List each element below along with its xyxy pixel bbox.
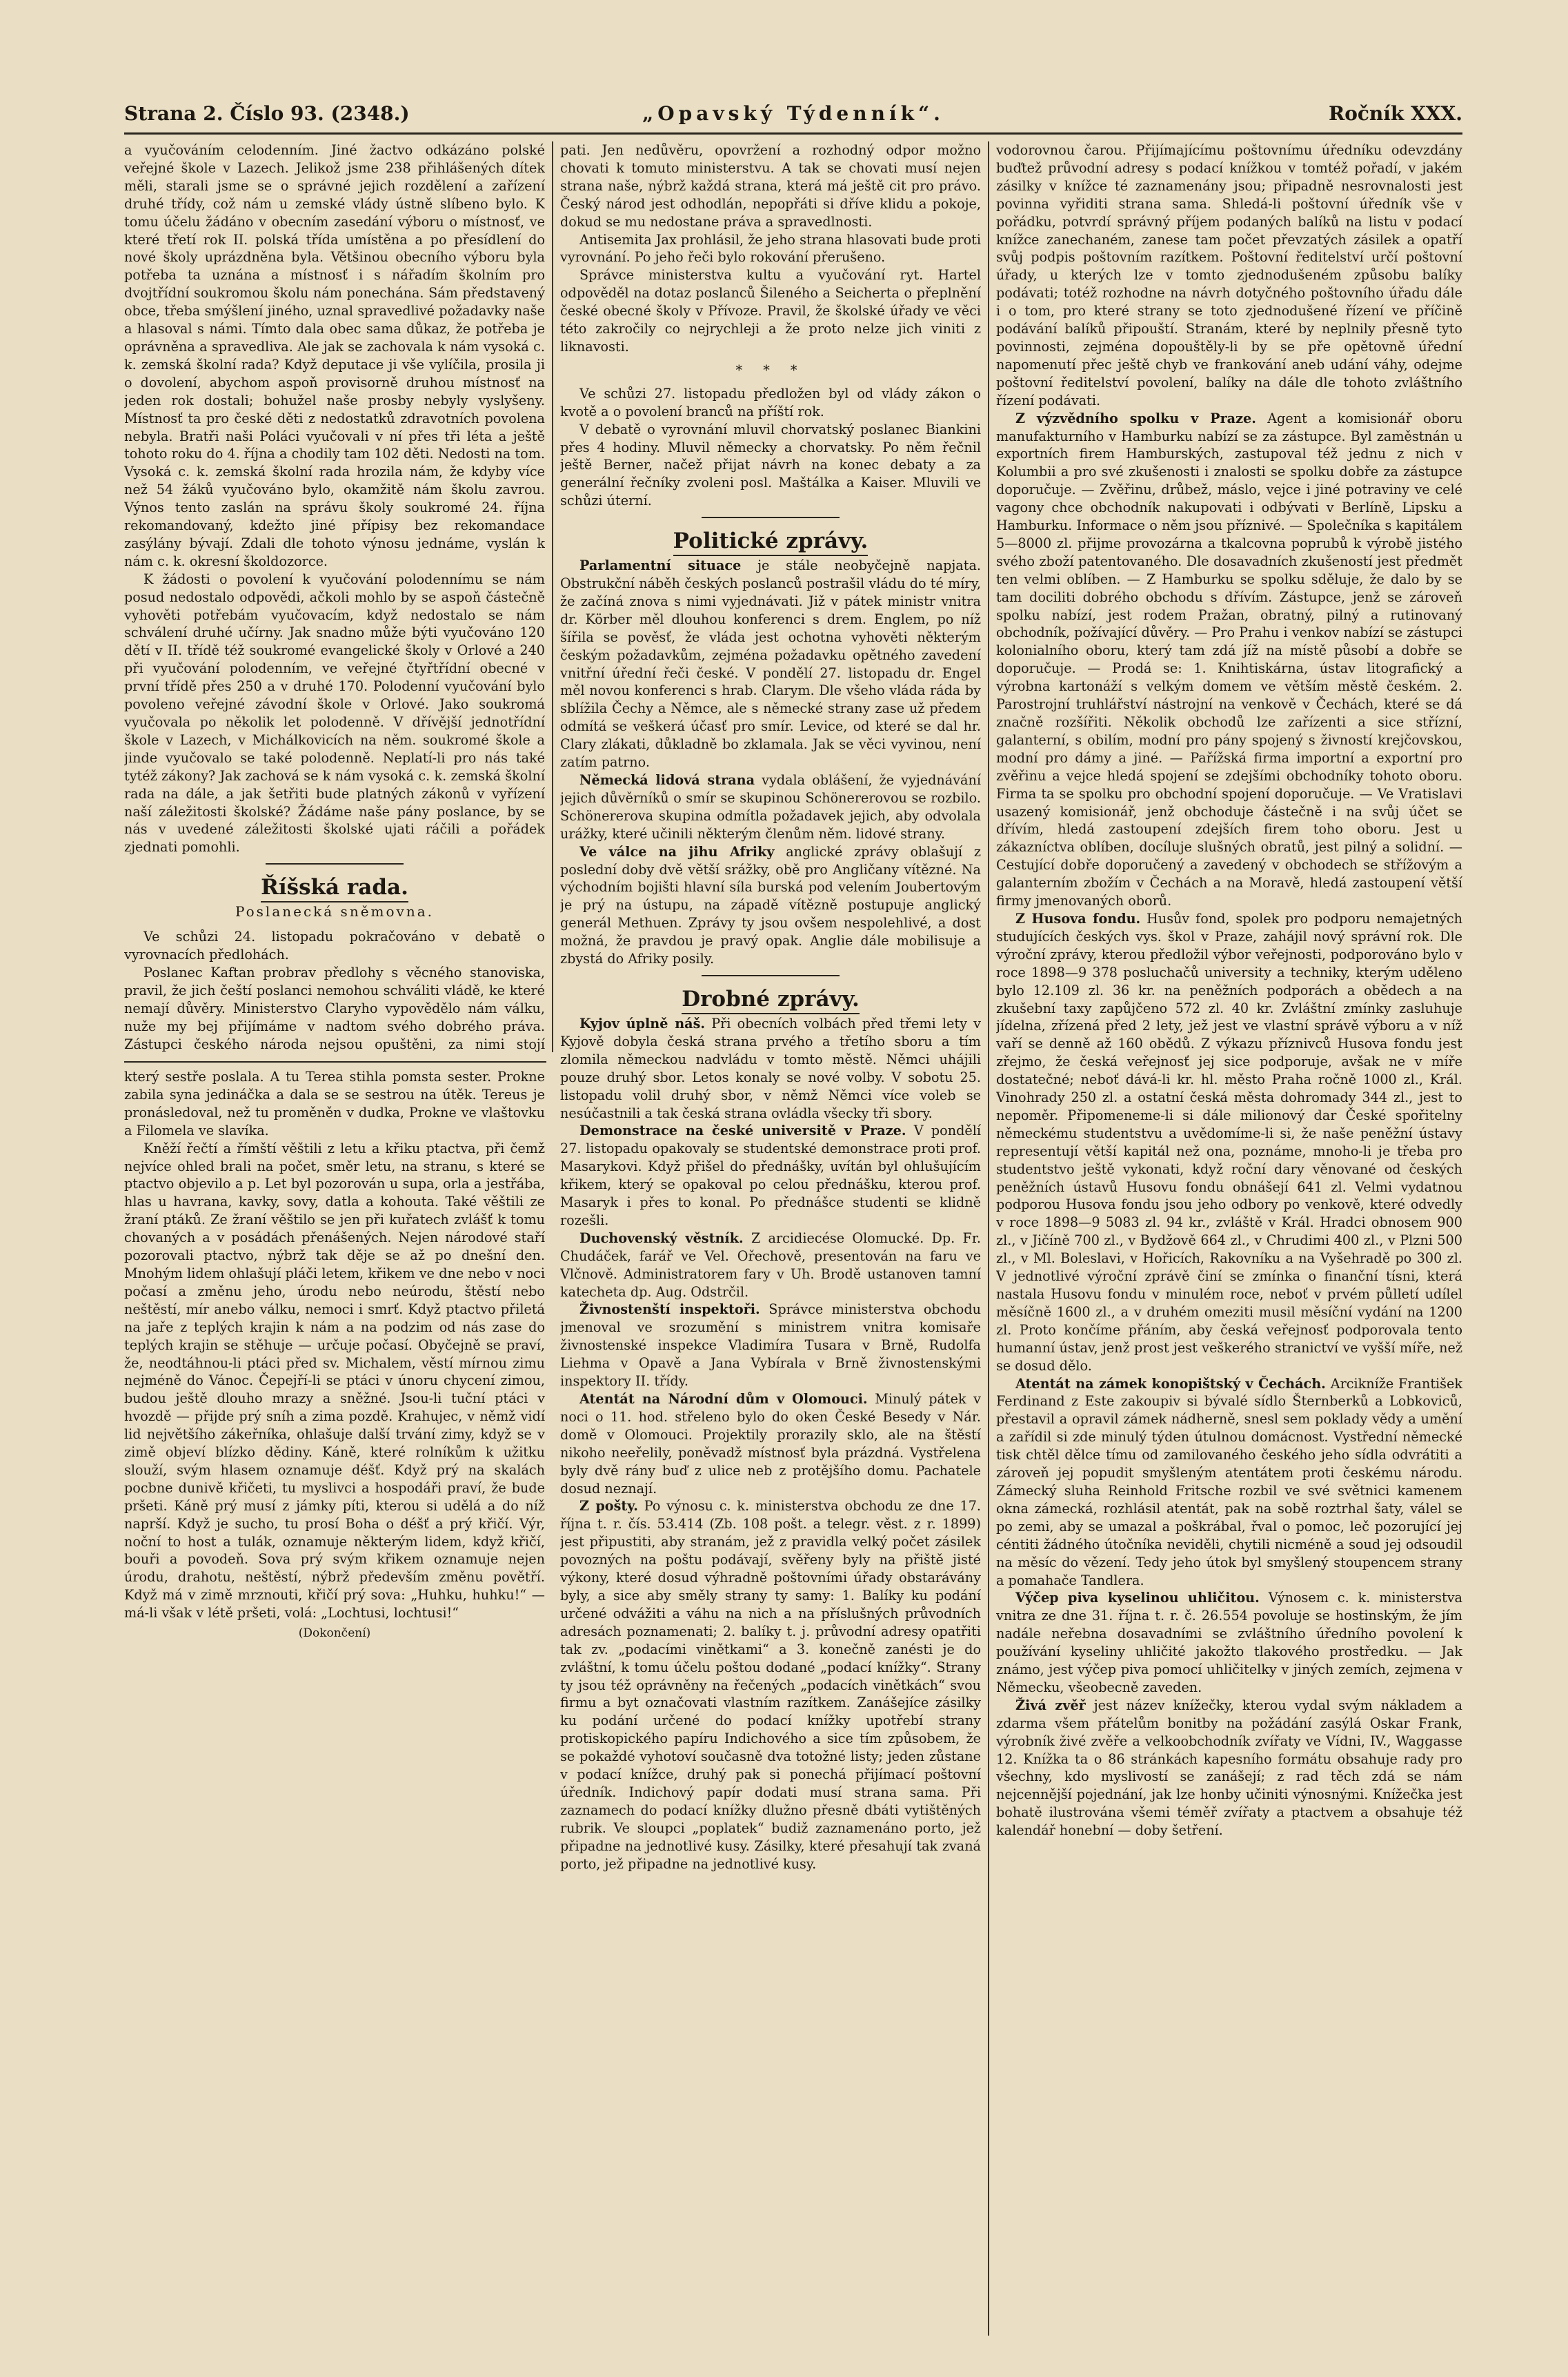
news-item: Atentát na zámek konopištský v Čechách. Arcikníže František Ferdinand z Este zakoupiv si bývalé sídlo Šternberků a Lobkoviců, přestavil a opravil zámek nádherně, snesl sem poklady vědy a umění a zařídil si zde minulý týden útulnou domácnost. Vystřední německé tisk chtěl dělce tímu od zamilovaného českého jeho sídla odvrátiti a zároveň jej popudit smyšleným atentátem proti českému národu. Zámecký sluha Reinhold Fritsche rozbil ve své světnici kamenem okna zámecká, rozhlásil atentát, pak na sobě roztrhal šaty, válel se po zemi, aby se umazal a poškrábal, řval o pomoc, leč pozorující jej céntiti žádného útočníka neviděli, chytili nicméně a soud jej odsoudil na měsíc do vězení. Tedy jeho útok byl smyšlený stoupencem strany a pomahače Tandlera. — [996, 1375, 1462, 1588]
news-item: Duchovenský věstník. Z arcidiecése Olomucké. Dp. Fr. Chudáček, farář ve Vel. Ořechově, presentován na faru ve Vlčnově. Administratorem fary v Uh. Brodě ustanoven tamní katecheta dp. Aug. Odstrčil. — [560, 1230, 981, 1300]
news-item: Výčep piva kyselinou uhličitou. Výnosem c. k. ministerstva vnitra ze dne 31. října t. r. č. 26.554 povoluje se hostinským, že jím nadále neřebna dosavadními se zvláštního úředního povolení k používání kyseliny uhličité jakožto tlakového prostředku. — Jak známo, jest výčep piva pomocí uhličitelky v jiných zemích, zejmena v Německu, všeobecně zaveden. — [996, 1590, 1462, 1695]
news-item: Demonstrace na české universitě v Praze. V pondělí 27. listopadu opakovaly se studentské demonstrace proti prof. Masarykovi. Když přišel do přednášky, uvítán byl ohlušujícím křikem, který se opakoval po celou přednášku, kterou prof. Masaryk i přes to konal. Po přednášce studenti se klidně rozešli. — [560, 1123, 981, 1228]
column-2 — [560, 141, 981, 2336]
divider — [266, 863, 404, 865]
news-item: Z výzvědního spolku v Praze. Agent a komisionář oboru manufakturního v Hamburku nabízí se za zástupce. Byl zaměstnán u exportních firem Hamburských, zastupoval též jednu z nich v Kolumbii a pro své zkušenosti i znalosti se spolku dobře za zástupce doporučuje. — Zvěřinu, drůbež, máslo, vejce i jiné potraviny ve celé vagony chce obchodník nakupovati i odbývati v Berlíně, Lipsku a Hamburku. Informace o něm jsou příznivé. — Společníka s kapitálem 5—8000 zl. přijme provozárna a tkalcovna poprubů k výrobě jistého svého zboží patentovaného. Dle dosavadních zkušeností jest předmět ten velmi oblíben. — Z Hamburku se spolku sděluje, že dalo by se tam dociliti dobrého obchodu s dřívím. Zástupce, jenž se zároveň spolku nabízí, jest rodem Pražan, obratný, pilný a rutinovaný obchodník, požívající důvěry. — Pro Prahu i venkov nabízí se zástupci kolonialního oboru, který tam zdá jíž na místě působí a dobře se doporučuje. — Prodá se: 1. Knihtiskárna, ústav litografický a výrobna kartonáží s velkým domem ve větším městě českém. 2. Parostrojní truhlářství nástrojní na venkově v Čechách, které se dá značně rozšířiti. Několik obchodů lze zařízenti a sice střízní, galanterní, s obilím, modní pro pány spojený s živností krejčovskou, modní pro dámy a jiné. — Pařížská firma importní a exportní pro zvěřinu a vejce hledá spojení se zdejšími obchodníky tohoto oboru. Firma ta se spolku pro obchodní spojení doporučuje. — Ve Vratislavi usazený komisionář, jenž obchoduje částečně i na svůj účet se dřívím, hledá zastoupení zdejších firem toho oboru. Jest u zákazníctva oblíben, docíluje slušných obratů, jest pilný a solidní. — Cestující dobře doporučený a zavedený v obchodech se střížovým a galanterním zbožím v Čechách a na Moravě, hledá zastoupení větší firmy jmenovaných oborů. — [996, 410, 1462, 909]
section-title-risska-rada: Říšská rada. — [124, 874, 545, 900]
news-item: Ve válce na jihu Afriky anglické zprávy oblašují z poslední doby dvě větší srážky, obě pro Angličany vítězné. Na východním bojišti hlavní síla burská pod velením Joubertovým je prý na ústupu, na západě vítězně postupuje anglický generál Methuen. Zprávy ty jsou ovšem nespolehlivé, a dost možná, že pravdou je pravý opak. Anglie dále mobilisuje a zbystá do Afriky posily. — [560, 843, 981, 967]
article-text: Ve schůzi 24. listopadu pokračováno v debatě o vyrovnacích předlohách. — [124, 929, 545, 963]
article-text: Poslanec Kaftan probrav předlohy s věcného stanoviska, pravil, že jich čeští poslanci nemohou schváliti vládě, ke které nemají důvěry. Ministerstvo Claryho vypovědělo nám válku, nuže my bej přijímáme v nadtom svého dobrého práva. Zástupci českého národa nejsou opuštěni, za nimi stojí — [124, 964, 545, 1052]
article-text: vodorovnou čarou. Přijímajícímu poštovnímu úředníku odevzdány buďtež průvodní adresy s podací knížkou v tomtéž pořadí, v jakém zásilky v knížce té zaznamenány jsou; připadně nesrovnalosti jest povinna vyřiditi strana sama. Shledá-li poštovní úředník vše v pořádku, potvrdí správný příjem podaných balíků na listu v podací knížce zanechaném, zanese tam počet převzatých zásilek a opatří svůj podpis poštovním razítkem. Poštovní ředitelství určí poštovní úřady, u kterých lze v tomto zjednodušeném způsobu balíky podávati; totéž rozhodne na návrh dotyčného poštovního úřadu dále i o tom, pro které strany se toto zjednodušené řízení ve příčině podávání balíků připouští. Stranám, které by neplnily přesně tyto povinnosti, zejména dopouštěly-li by se pře opětovně úřední napomenutí přec ještě chyb ve frankování aneb udání váhy, odejme poštovní ředitelství povolení, balíky na dále dle tohoto zvláštního řízení podávati. — [996, 142, 1462, 408]
news-item: Kyjov úplně náš. Při obecních volbách před třemi lety v Kyjově dobyla česká strana prvého a třetího sboru a tím zlomila německou nadvládu v tomto městě. Němci uhájili pouze druhý sbor. Letos konaly se nové volby. V sobotu 25. listopadu volil druhý sbor, v němž Němci více voleb se nesúčastnili a tak česká strana ovládla všecky tři sbory. — [560, 1015, 981, 1121]
article-text: Ve schůzi 27. listopadu předložen byl od vlády zákon o kvotě a o povolení branců na příští rok. — [560, 385, 981, 420]
article-text: Antisemita Jax prohlásil, že jeho strana hlasovati bude proti vyrovnání. Po jeho řeči bylo rokování přerušeno. — [560, 231, 981, 266]
section-subtitle: Poslanecká sněmovna. — [235, 903, 435, 920]
feuilleton-column — [124, 1068, 545, 2338]
article-text: K žádosti o povolení k vyučování polodennímu se nám posud nedostalo odpovědi, ačkoli mohlo by se aspoň částečně vyhověti potřebám vyučovacím, když nedostalo se nám schválení druhé učírny. Jak snadno může býti vyučováno 120 dětí v II. třídě též soukromé evangelické školy v Orlové a 240 při vyučování polodenním, ve veřejné čtyřtřídní obecné v první třídě přes 250 a v druhé 170. Polodenní vyučování bylo povoleno veřejné závodní škole v Orlové. Jako soukromá vyučovala po několik let polodenně. V dřívější jednotřídní škole v Lazech, v Michálkovicích na něm. soukromé škole a jinde vyučovalo se také polodenně. Neplatí-li pro nás také tytéž zákony? Jak zachová se k nám vysoká c. k. zemská školní rada na dále, a jak šetřiti bude platných zákonů v vyřízení naší záležitosti školské? Žádáme naše pány poslance, by se nás v uvedené záležitosti školské ujati ráčili a pořádek zjednati pomohli. — [124, 571, 545, 856]
news-item: Živnostenští inspektoři. Správce ministerstva obchodu jmenoval ve srozumění s ministrem vnitra komisaře živnostenské inspekce Vladimíra Tusara v Brně, Rudolfa Liehma v Opavě a Jana Vybírala v Brně živnostenskými inspektory II. třídy. — [560, 1301, 981, 1390]
page-number-issue: Strana 2. Číslo 93. (2348.) — [124, 102, 410, 125]
masthead-title: „Opavský Týdenník“. — [642, 102, 944, 125]
article-text: V debatě o vyrovnání mluvil chorvatský poslanec Biankini přes 4 hodiny. Mluvil německy a chorvatsky. Po něm řečnil ještě Berner, načež přijat návrh na konec debaty a za generální řečníky zvoleni posl. Maštálka a Kaiser. Mluvili ve schůzi úterní. — [560, 421, 981, 509]
volume-number: Ročník XXX. — [1328, 102, 1462, 125]
section-title-politicke-zpravy: Politické zprávy. — [560, 528, 981, 554]
news-item: Německá lidová strana vydala oblášení, že vyjednávání jejich důvěrníků o smír se skupinou Schönererovou se rozbilo. Schönererova skupina odmítla požadavek jejich, aby odvolala urážky, které učinili některým členům něm. lidové strany. — [560, 772, 981, 842]
feuilleton-text: který sestře poslala. A tu Terea stihla pomsta sester. Prokne zabila syna jedináčka a dala se se sestrou na útěk. Tereus je pronásledoval, než tu proměněn v dudka, Prokne ve vlaštovku a Filomela ve slavíka. — [124, 1069, 545, 1138]
page-header — [124, 102, 1462, 130]
header-rule — [124, 132, 1462, 135]
column-rule — [988, 141, 989, 2336]
article-text: a vyučováním celodenním. Jiné žactvo odkázáno polské veřejné škole v Lazech. Jelikož jsme 238 přihlášených dítek měli, starali jsme se o správné jejich rozdělení a zařízení druhé třídy, což nám u zemské vlády ústně slíbeno bylo. K tomu účelu žádáno v obecním zasedání výboru o místnosť, ve které třetí rok II. polská třída umístěna a po přesídlení do nové školy uprázdněna byla. Většinou obecního výboru byla potřeba ta uznána a místnosť i s nářadím školním pro dvojtřídní soukromou školu nám ponechána. Sám představený obce, třeba smýšlení jiného, uznal spravedlivé požadavky naše a hlasoval s námi. Tímto dala obec sama důkaz, že potřeba je oprávněna a spravedliva. Ale jak se zachovala k nám vysoká c. k. zemská školní rada? Když deputace ji vše vylíčila, prosila ji o dovolení, abychom aspoň provisorně druhou místnosť na jeden rok dostali; bohužel naše prosby nebyly vyslyšeny. Místnosť ta pro české děti z nedostatků zdravotních povolena nebyla. Bratři naši Poláci vyučovali v ní přes tři léta a ještě tohoto roku do 4. října a chodily tam 102 děti. Nedosti na tom. Vysoká c. k. zemská školní rada hrozila nám, že kdyby více než 54 žáků vyučováno bylo, okamžitě nám školu zavrou. Výnos tento zaslán na správu školy soukromé 24. října rekomandovaný, kdežto jiné přípisy bez rekomandace zasýlány bývají. Zdali dle tohoto výnosu jednáme, vyslán k nám c. k. okresní školdozorce. — [124, 142, 545, 569]
separator-stars: * * * — [735, 362, 806, 378]
column-rule — [552, 141, 553, 1052]
feuilleton-rule — [124, 1061, 546, 1063]
divider — [702, 517, 840, 518]
article-text: Správce ministerstva kultu a vyučování ryt. Hartel odpověděl na dotaz poslanců Šileného a Seicherta o přeplnění české obecné školy v Přívoze. Pravil, že školské úřady ve věci této zakročily co nejrychleji a že proto nelze jich viniti z liknavosti. — [560, 267, 981, 355]
news-item: Živá zvěř jest název knížečky, kterou vydal svým nákladem a zdarma všem přátelům bonitby na požádání zasýlá Oskar Frank, výrobník živé zvěře a velkoobchodník zvířaty ve Vídni, IV., Waggasse 12. Knížka ta o 86 stránkách kapesního formátu obsahuje rady pro všechny, kdo myslivostí se zanášejí; z rad těch zdá se nám nejcennější pojednání, jak lze honby učiniti výnosnými. Knížečka jest bohatě ilustrována všemi téměř zvířaty a ptactvem a obsahuje též kalendář honební — doby šetření. — [996, 1697, 1462, 1839]
news-item: Z Husova fondu. Husův fond, spolek pro podporu nemajetných studujících českých vys. škol v Praze, zahájil nový správní rok. Dle výroční zprávy, kterou předložil výbor veřejnosti, podporováno bylo v roce 1898—9 378 posluchačů university a techniky, kterým uděleno bylo 12.109 zl. 36 kr. na peněžních podporách a obědech a na zkušební taxy zapůjčeno 572 zl. 40 kr. Zvláštní zmínky zasluhuje jídelna, zřízená před 2 lety, jež jest ve vlastní správě výboru a v níž vaří se denně až 160 obědů. Z výkazu příznivců Husova fondu jest zřejmo, že česká veřejnosť jej sice podporuje, avšak ne v míře dostatečné; neboť dává-li kr. hl. město Praha ročně 1000 zl., Král. Vinohrady 250 zl. a ostatní česká města dohromady 344 zl., jest to nepoměr. Připomeneme-li si dále milionový dar České spořitelny německému studentstvu a uvědomíme-li si, že naše peněžní ústavy representují větší kapitál než ona, poznáme, mnoho-li je třeba pro studentstvo ještě vykonati, když roční dary věnované od českých peněžních ústavů Husovu fondu obnášejí 641 zl. Velmi vydatnou podporou Husova fondu jsou jeho odbory po venkově, které odvedly v roce 1898—9 5083 zl. 94 kr., zvláště v Král. Hradci obnosem 900 zl., v Jičíně 700 zl., v Bydžově 664 zl., v Chrudimi 400 zl., v Plzni 500 zl., v Ml. Boleslavi, v Hořicích, Rakovníku a na Vyšehradě po 300 zl. V jednotlivé výroční zprávě činí se zmínka o finanční tísni, která nastala Husovu fondu v minulém roce, neboť v prvém půlletí udílel měsíčně 1600 zl., a v druhém omeziti musil měsíční vydání na 1200 zl. Proto končíme přáním, aby česká veřejnosť podporovala tento humanní ústav, jenž prost jest veškerého stranictví ve vyšší míře, než se dosud dělo. — [996, 910, 1462, 1374]
column-1 — [124, 141, 545, 1052]
news-item: Parlamentní situace je stále neobyčejně napjata. Obstrukční náběh českých poslanců postrašil vládu do té míry, že začíná znova s nimi vyjednávati. Již v pátek ministr vnitra dr. Körber měl dlouhou konferenci s drem. Englem, po níž šířila se pověsť, že vláda jest ochotna vyhověti některým českým požadavkům, zejména požadavku opětného zavedení vnitřní úřední řeči české. V pondělí 27. listopadu dr. Engel měl novou konferenci s hrab. Clarym. Dle všeho vláda ráda by sblížila Čechy a Němce, ale s německé strany zase už předem odmítá se veškerá účasť pro smír. Levice, od které se dal hr. Clary zlákati, důkladně bo zklamala. Jak se věci vyvinou, není zatím patrno. — [560, 558, 981, 771]
feuilleton-text: Kněží řečtí a římští věštili z letu a křiku ptactva, při čemž nejvíce ohled brali na počet, směr letu, na stranu, s které se ptactvo objevilo a p. Let byl pozorován u supa, orla a jestřába, hlas u havrana, kavky, sovy, datla a kohouta. Také věštili ze žraní ptáků. Ze žraní věštilo se jen při kuřatech zvlášť k tomu chovaných a v posádách přenášených. Nejen národové staří pozorovali ptactvo, nýbrž tak děje se až po dnešní den. Mnohým lidem ohlašují pláči letem, křikem ve dne nebo v noci počasí a změnu jeho, úrodu nebo neúrodu, štěstí nebo neštěstí, mír anebo válku, nemoci i smrť. Když ptactvo přiletá na jaře z teplých krajin k nám a na podzim od nás zase do teplých krajin se stěhuje — určuje počasí. Obyčejně se praví, že, neodtáhnou-li ptáci před sv. Michalem, věstí mírnou zimu nejméně do Vánoc. Čepejří-li se ptáci v únoru chycení zimou, budou ještě dlouho mrazy a sněžné. Jsou-li tuční ptáci v hvozdě — přijde prý sníh a zima pozdě. Krahujec, v němž vidí lid největšího zákeřníka, ohlašuje další trvání zimy, když se v zimě objeví blízko dědiny. Káně, které rolníkům k užitku slouží, svým hlasem oznamuje déšť. Když prý na skalách pocbne dunivě křičeti, tu myslivci a hospodáři praví, že bude pršeti. Káně prý musí z jámky píti, kterou si udělá a do níž naprší. Když je sucho, tu prosí Boha o déšť a prý křičí. Výr, noční to host a tulák, oznamuje některým lidem, když křičí, bouři a povodeň. Sova prý svým křikem oznamuje nejen úrodu, drahotu, neštěstí, nýbrž především změnu povětří. Když má v zimě mrznouti, křičí prý sova: „Huhku, huhku!“ — má-li však v létě pršeti, volá: „Lochtusi, lochtusi!“ — [124, 1140, 545, 1621]
article-text: pati. Jen nedůvěru, opovržení a rozhodný odpor možno chovati k tomuto ministerstvu. A tak se chovati musí nejen strana naše, nýbrž každá strana, která má ještě cit pro právo. Český národ jest odhodlán, nepopřáti si dříve klidu a pokoje, dokud se mu nedostane práva a spravedlnosti. — [560, 142, 981, 230]
divider — [702, 975, 840, 976]
news-item: Z pošty. Po výnosu c. k. ministerstva obchodu ze dne 17. října t. r. čís. 53.414 (Zb. 108 pošt. a telegr. věst. z r. 1899) jest připustiti, aby stranám, jež z pravidla velký počet zásilek povozných na poštu podávají, svěřeny byly na přiště jisté výkony, které dosud výhradně poštovními úřady obstarávány byly, a sice aby směly strany ty samy: 1. Balíky ku podání určené odvážiti a váhu na nich a na příslušných průvodních adresách poznamenati; 2. balíky t. j. průvodní adresy opatřiti tak zv. „podacími vinětkami“ a 3. konečně zanésti je do zvláštní, k tomu účelu poštou dodané „podací knížky“. Strany ty jsou též oprávněny na řečených „podacích vinětkách“ svou firmu a byt označovati vlastním razítkem. Zanášejíce zásilky ku podání určené do podací knížky upotřebí strany protiskopického papíru Indichového a sice tím způsobem, že se pokaždé vyhotoví současně dva totožné listy; jeden zůstane v podací knížce, druhý pak si ponechá přijímací poštovní úředník. Indichový papír dodati musí strana sama. Při zaznamech do podací knížky dlužno přesně dbáti vytištěných rubrik. Ve sloupci „poplatek“ budiž zaznamenáno porto, jež připadne na jednotlivé kusy. Zásilky, které přesahují tak zvaná porto, jež připadne na jednotlivé kusy. — [560, 1498, 981, 1872]
column-3 — [996, 141, 1462, 2336]
news-item: Atentát na Národní dům v Olomouci. Minulý pátek v noci o 11. hod. střeleno bylo do oken České Besedy v Nár. domě v Olomouci. Projektily prorazily sklo, ale na štěstí nikoho neeřelily, poněvadž místnosť byla prázdná. Vystřelena byly dvě rány buď z ulice neb z protějšího domu. Pachatele dosud neznají. — [560, 1391, 981, 1497]
section-title-drobne-zpravy: Drobné zprávy. — [560, 986, 981, 1012]
continued-note: (Dokončení) — [298, 1626, 371, 1641]
